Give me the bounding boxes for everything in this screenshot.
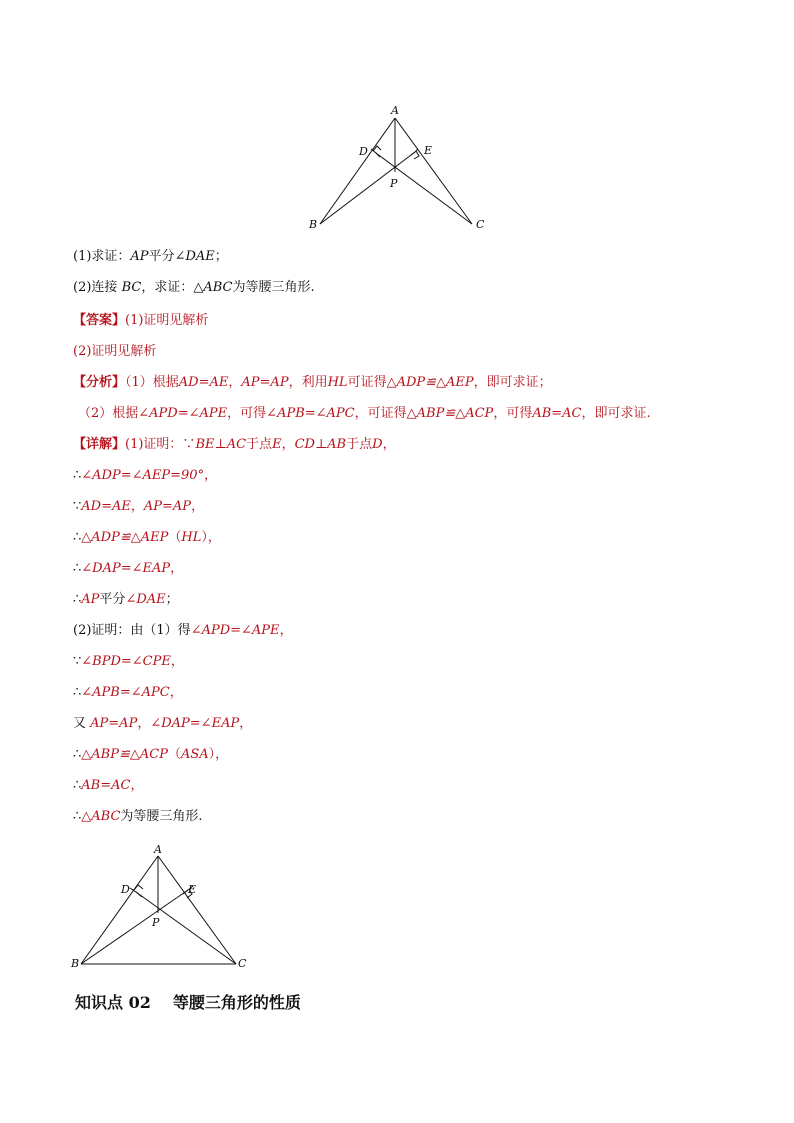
fig1-label-p: P [390, 177, 398, 190]
fig2-label-p: P [152, 916, 160, 929]
fig2-label-a: A [154, 843, 162, 856]
figure-1 [300, 100, 500, 235]
fig2-label-c: C [238, 957, 247, 970]
question-1: (1)求证：AP平分∠DAE； [73, 249, 228, 264]
detail-line-1: 【详解】(1)证明：∵BE⊥AC于点E，CD⊥AB于点D， [73, 437, 396, 452]
detail-line-4: ∴△ADP≌△AEP（HL）， [73, 530, 221, 545]
detail-line-13: ∴△ABC为等腰三角形. [73, 809, 203, 824]
fig1-label-a: A [391, 104, 399, 117]
detail-line-7: (2)证明：由（1）得∠APD=∠APE， [73, 623, 293, 638]
analysis-line-1: 【分析】（1）根据AD=AE，AP=AP，利用HL可证得△ADP≌△AEP，即可求证； [73, 375, 552, 390]
analysis-line-2: （2）根据∠APD=∠APE，可得∠APB=∠APC，可证得△ABP≌△ACP，可得AB=AC，即可求证. [78, 406, 651, 421]
section-heading: 知识点 02 等腰三角形的性质 [75, 993, 301, 1012]
figure-2 [66, 838, 266, 973]
detail-line-12: ∴AB=AC， [73, 778, 144, 793]
detail-line-10: 又 AP=AP，∠DAP=∠EAP， [73, 716, 253, 731]
fig1-label-b: B [309, 218, 318, 231]
detail-line-6: ∴AP平分∠DAE； [73, 592, 179, 607]
fig1-label-c: C [476, 218, 485, 231]
detail-line-3: ∵AD=AE，AP=AP， [73, 499, 205, 514]
detail-line-5: ∴∠DAP=∠EAP， [73, 561, 184, 576]
fig1-label-e: E [424, 144, 433, 157]
fig2-label-d: D [121, 883, 130, 896]
detail-line-8: ∵∠BPD=∠CPE， [73, 654, 184, 669]
fig1-label-d: D [359, 145, 368, 158]
fig2-label-e: E [188, 883, 197, 896]
detail-line-11: ∴△ABP≌△ACP（ASA）， [73, 747, 229, 762]
answer-line-2: (2)证明见解析 [73, 344, 157, 359]
detail-line-2: ∴∠ADP=∠AEP=90°， [73, 468, 218, 483]
answer-line-1: 【答案】(1)证明见解析 [73, 313, 209, 328]
fig2-label-b: B [71, 957, 80, 970]
detail-line-9: ∴∠APB=∠APC， [73, 685, 183, 700]
question-2: (2)连接 BC，求证：△ABC为等腰三角形. [73, 280, 315, 295]
